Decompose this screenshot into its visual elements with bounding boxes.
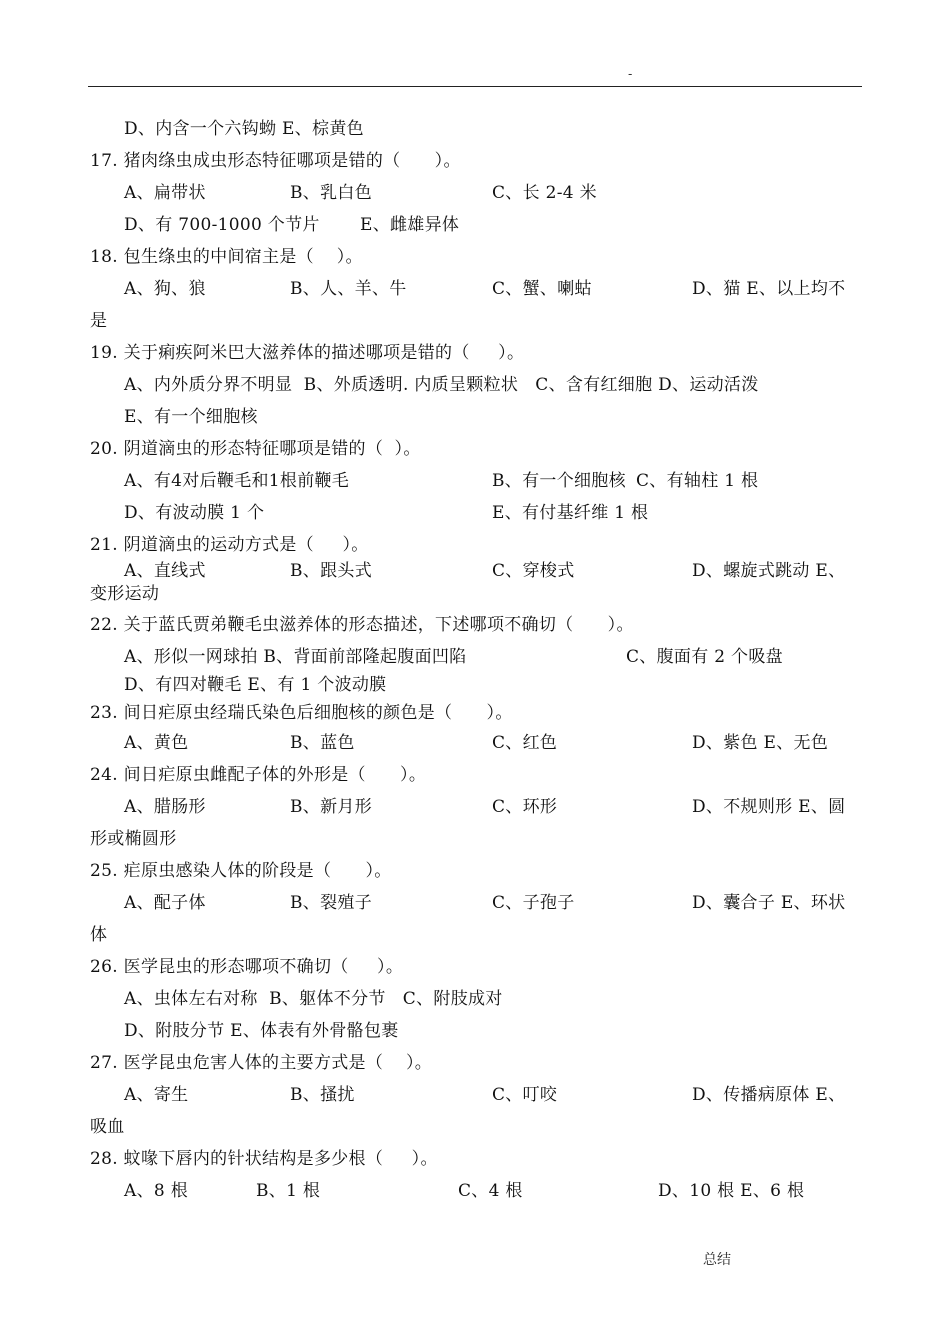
text-line: A、内外质分界不明显 B、外质透明. 内质呈颗粒状 C、含有红细胞 D、运动活泼: [124, 375, 759, 395]
text-line: 吸血: [90, 1117, 125, 1137]
text-line: E、有付基纤维 1 根: [492, 503, 649, 523]
text-line: E、雌雄异体: [360, 215, 460, 235]
text-line: D、猫 E、以上均不: [692, 279, 846, 299]
text-line: A、狗、狼: [124, 279, 206, 299]
text-line: D、紫色 E、无色: [692, 733, 829, 753]
text-line: A、虫体左右对称 B、躯体不分节 C、附肢成对: [124, 989, 503, 1009]
text-line: C、有轴柱 1 根: [636, 471, 759, 491]
text-line: A、寄生: [124, 1085, 189, 1105]
text-line: C、环形: [492, 797, 558, 817]
text-line: 24. 间日疟原虫雌配子体的外形是（ ）。: [90, 765, 427, 785]
text-line: 27. 医学昆虫危害人体的主要方式是（ ）。: [90, 1053, 433, 1073]
text-line: C、蟹、喇蛄: [492, 279, 592, 299]
header-mark: -: [628, 66, 633, 81]
text-line: C、子孢子: [492, 893, 575, 913]
text-line: 体: [90, 925, 108, 945]
text-line: A、有4对后鞭毛和1根前鞭毛: [124, 471, 350, 491]
text-line: B、新月形: [290, 797, 372, 817]
text-line: D、10 根 E、6 根: [658, 1181, 805, 1201]
text-line: C、4 根: [458, 1181, 523, 1201]
text-line: 28. 蚊喙下唇内的针状结构是多少根（ ）。: [90, 1149, 438, 1169]
text-line: D、内含一个六钩蚴 E、棕黄色: [124, 119, 364, 139]
text-line: B、1 根: [256, 1181, 321, 1201]
text-line: C、红色: [492, 733, 558, 753]
text-line: C、叮咬: [492, 1085, 558, 1105]
text-line: 23. 间日疟原虫经瑞氏染色后细胞核的颜色是（ ）。: [90, 703, 513, 723]
text-line: D、不规则形 E、圆: [692, 797, 846, 817]
text-line: B、人、羊、牛: [290, 279, 407, 299]
text-line: 形或椭圆形: [90, 829, 177, 849]
text-line: A、8 根: [124, 1181, 188, 1201]
text-line: A、黄色: [124, 733, 189, 753]
text-line: E、有一个细胞核: [124, 407, 258, 427]
text-line: B、裂殖子: [290, 893, 372, 913]
text-line: B、跟头式: [290, 561, 372, 581]
text-line: 变形运动: [90, 584, 160, 604]
text-line: A、腊肠形: [124, 797, 206, 817]
text-line: 26. 医学昆虫的形态哪项不确切（ ）。: [90, 957, 404, 977]
text-line: C、穿梭式: [492, 561, 575, 581]
text-line: A、形似一网球拍 B、背面前部隆起腹面凹陷: [124, 647, 467, 667]
text-line: 25. 疟原虫感染人体的阶段是（ ）。: [90, 861, 392, 881]
text-line: 22. 关于蓝氏贾弟鞭毛虫滋养体的形态描述，下述哪项不确切（ ）。: [90, 615, 634, 635]
text-line: 19. 关于痢疾阿米巴大滋养体的描述哪项是错的（ ）。: [90, 343, 525, 363]
text-line: D、囊合子 E、环状: [692, 893, 846, 913]
text-line: D、螺旋式跳动 E、: [692, 561, 846, 581]
text-line: B、有一个细胞核: [492, 471, 626, 491]
text-line: A、直线式: [124, 561, 206, 581]
text-line: 21. 阴道滴虫的运动方式是（ ）。: [90, 535, 369, 555]
text-line: 18. 包生绦虫的中间宿主是（ ）。: [90, 247, 363, 267]
text-line: C、长 2-4 米: [492, 183, 597, 203]
text-line: D、传播病原体 E、: [692, 1085, 846, 1105]
header-rule: [88, 86, 862, 87]
text-line: 20. 阴道滴虫的形态特征哪项是错的（ ）。: [90, 439, 421, 459]
text-line: A、扁带状: [124, 183, 206, 203]
text-line: C、腹面有 2 个吸盘: [626, 647, 783, 667]
text-line: D、附肢分节 E、体表有外骨骼包裹: [124, 1021, 399, 1041]
text-line: D、有 700-1000 个节片: [124, 215, 320, 235]
text-line: A、配子体: [124, 893, 206, 913]
text-line: B、蓝色: [290, 733, 355, 753]
page-footer: 总结: [703, 1252, 731, 1268]
text-line: 17. 猪肉绦虫成虫形态特征哪项是错的（ ）。: [90, 151, 461, 171]
text-line: D、有波动膜 1 个: [124, 503, 265, 523]
text-line: B、乳白色: [290, 183, 372, 203]
text-line: B、搔扰: [290, 1085, 355, 1105]
text-line: D、有四对鞭毛 E、有 1 个波动膜: [124, 675, 387, 695]
text-line: 是: [90, 311, 108, 331]
